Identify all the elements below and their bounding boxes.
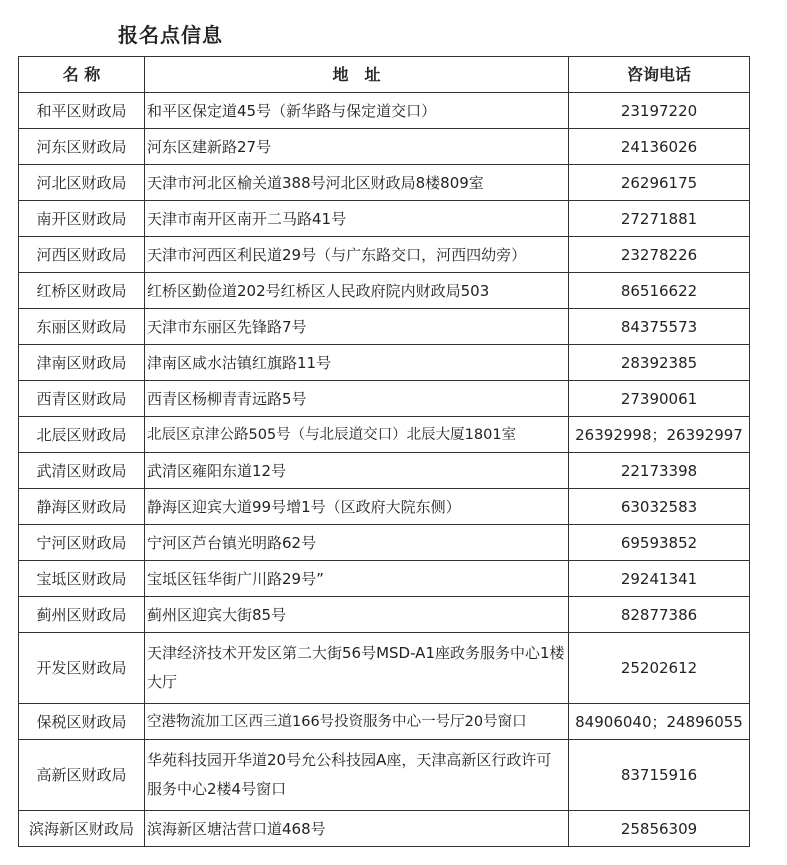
table-row [19, 93, 750, 129]
table-row [19, 811, 750, 847]
office-phone: 28392385 [569, 345, 750, 381]
table-row [19, 345, 750, 381]
office-name: 武清区财政局 [19, 453, 145, 489]
table-row [19, 453, 750, 489]
office-name: 红桥区财政局 [19, 273, 145, 309]
table-row [19, 129, 750, 165]
table-row [19, 489, 750, 525]
office-name: 宁河区财政局 [19, 525, 145, 561]
office-name: 开发区财政局 [19, 633, 145, 704]
office-address-text: 华苑科技园开华道20号允公科技园A座，天津高新区行政许可服务中心2楼4号窗口 [147, 751, 552, 798]
office-name: 东丽区财政局 [19, 309, 145, 345]
office-name: 西青区财政局 [19, 381, 145, 417]
office-name: 宝坻区财政局 [19, 561, 145, 597]
office-name: 河西区财政局 [19, 237, 145, 273]
office-address: 天津市南开区南开二马路41号 [145, 201, 569, 237]
office-phone: 82877386 [569, 597, 750, 633]
office-name: 南开区财政局 [19, 201, 145, 237]
table-row [19, 381, 750, 417]
office-phone: 86516622 [569, 273, 750, 309]
office-name: 高新区财政局 [19, 740, 145, 811]
office-address: 和平区保定道45号（新华路与保定道交口） [145, 93, 569, 129]
office-address: 空港物流加工区西三道166号投资服务中心一号厅20号窗口 [145, 704, 569, 740]
header-name: 名 称 [19, 57, 145, 93]
office-address: 滨海新区塘沽营口道468号 [145, 811, 569, 847]
table-row [19, 704, 750, 740]
office-phone: 23197220 [569, 93, 750, 129]
registration-sites-table [18, 56, 750, 847]
office-address [145, 633, 569, 704]
header-phone: 咨询电话 [569, 57, 750, 93]
table-row [19, 561, 750, 597]
office-name: 北辰区财政局 [19, 417, 145, 453]
office-address: 蓟州区迎宾大街85号 [145, 597, 569, 633]
office-name: 和平区财政局 [19, 93, 145, 129]
office-address: 宁河区芦台镇光明路62号 [145, 525, 569, 561]
table-row [19, 201, 750, 237]
office-phone: 27390061 [569, 381, 750, 417]
office-phone: 84906040；24896055 [569, 704, 750, 740]
office-address: 天津市河北区榆关道388号河北区财政局8楼809室 [145, 165, 569, 201]
table-row [19, 417, 750, 453]
office-name: 河东区财政局 [19, 129, 145, 165]
header-address: 地 址 [145, 57, 569, 93]
office-phone: 24136026 [569, 129, 750, 165]
office-address: 静海区迎宾大道99号增1号（区政府大院东侧） [145, 489, 569, 525]
office-phone: 63032583 [569, 489, 750, 525]
office-phone: 26392998；26392997 [569, 417, 750, 453]
office-phone: 25856309 [569, 811, 750, 847]
office-address: 红桥区勤俭道202号红桥区人民政府院内财政局503 [145, 273, 569, 309]
office-phone: 27271881 [569, 201, 750, 237]
office-address: 北辰区京津公路505号（与北辰道交口）北辰大厦1801室 [145, 417, 569, 453]
office-name: 蓟州区财政局 [19, 597, 145, 633]
office-phone: 84375573 [569, 309, 750, 345]
table-row [19, 273, 750, 309]
table-row [19, 309, 750, 345]
office-address: 武清区雍阳东道12号 [145, 453, 569, 489]
office-address: 宝坻区钰华街广川路29号” [145, 561, 569, 597]
office-phone: 83715916 [569, 740, 750, 811]
office-address: 津南区咸水沽镇红旗路11号 [145, 345, 569, 381]
office-name: 津南区财政局 [19, 345, 145, 381]
table-row [19, 237, 750, 273]
table-header-row [19, 57, 750, 93]
office-phone: 23278226 [569, 237, 750, 273]
office-address-text: 天津经济技术开发区第二大街56号MSD-A1座政务服务中心1楼大厅 [147, 644, 565, 691]
page-title: 报名点信息 [118, 23, 223, 47]
office-name: 保税区财政局 [19, 704, 145, 740]
office-name: 静海区财政局 [19, 489, 145, 525]
office-address: 河东区建新路27号 [145, 129, 569, 165]
table-row [19, 633, 750, 704]
office-phone: 69593852 [569, 525, 750, 561]
office-address: 西青区杨柳青青远路5号 [145, 381, 569, 417]
office-address: 天津市河西区利民道29号（与广东路交口，河西四幼旁） [145, 237, 569, 273]
office-name: 河北区财政局 [19, 165, 145, 201]
office-phone: 29241341 [569, 561, 750, 597]
table-row [19, 740, 750, 811]
office-address: 天津市东丽区先锋路7号 [145, 309, 569, 345]
table-row [19, 525, 750, 561]
office-phone: 26296175 [569, 165, 750, 201]
office-phone: 22173398 [569, 453, 750, 489]
office-phone: 25202612 [569, 633, 750, 704]
table-row [19, 597, 750, 633]
table-row [19, 165, 750, 201]
office-address [145, 740, 569, 811]
office-name: 滨海新区财政局 [19, 811, 145, 847]
